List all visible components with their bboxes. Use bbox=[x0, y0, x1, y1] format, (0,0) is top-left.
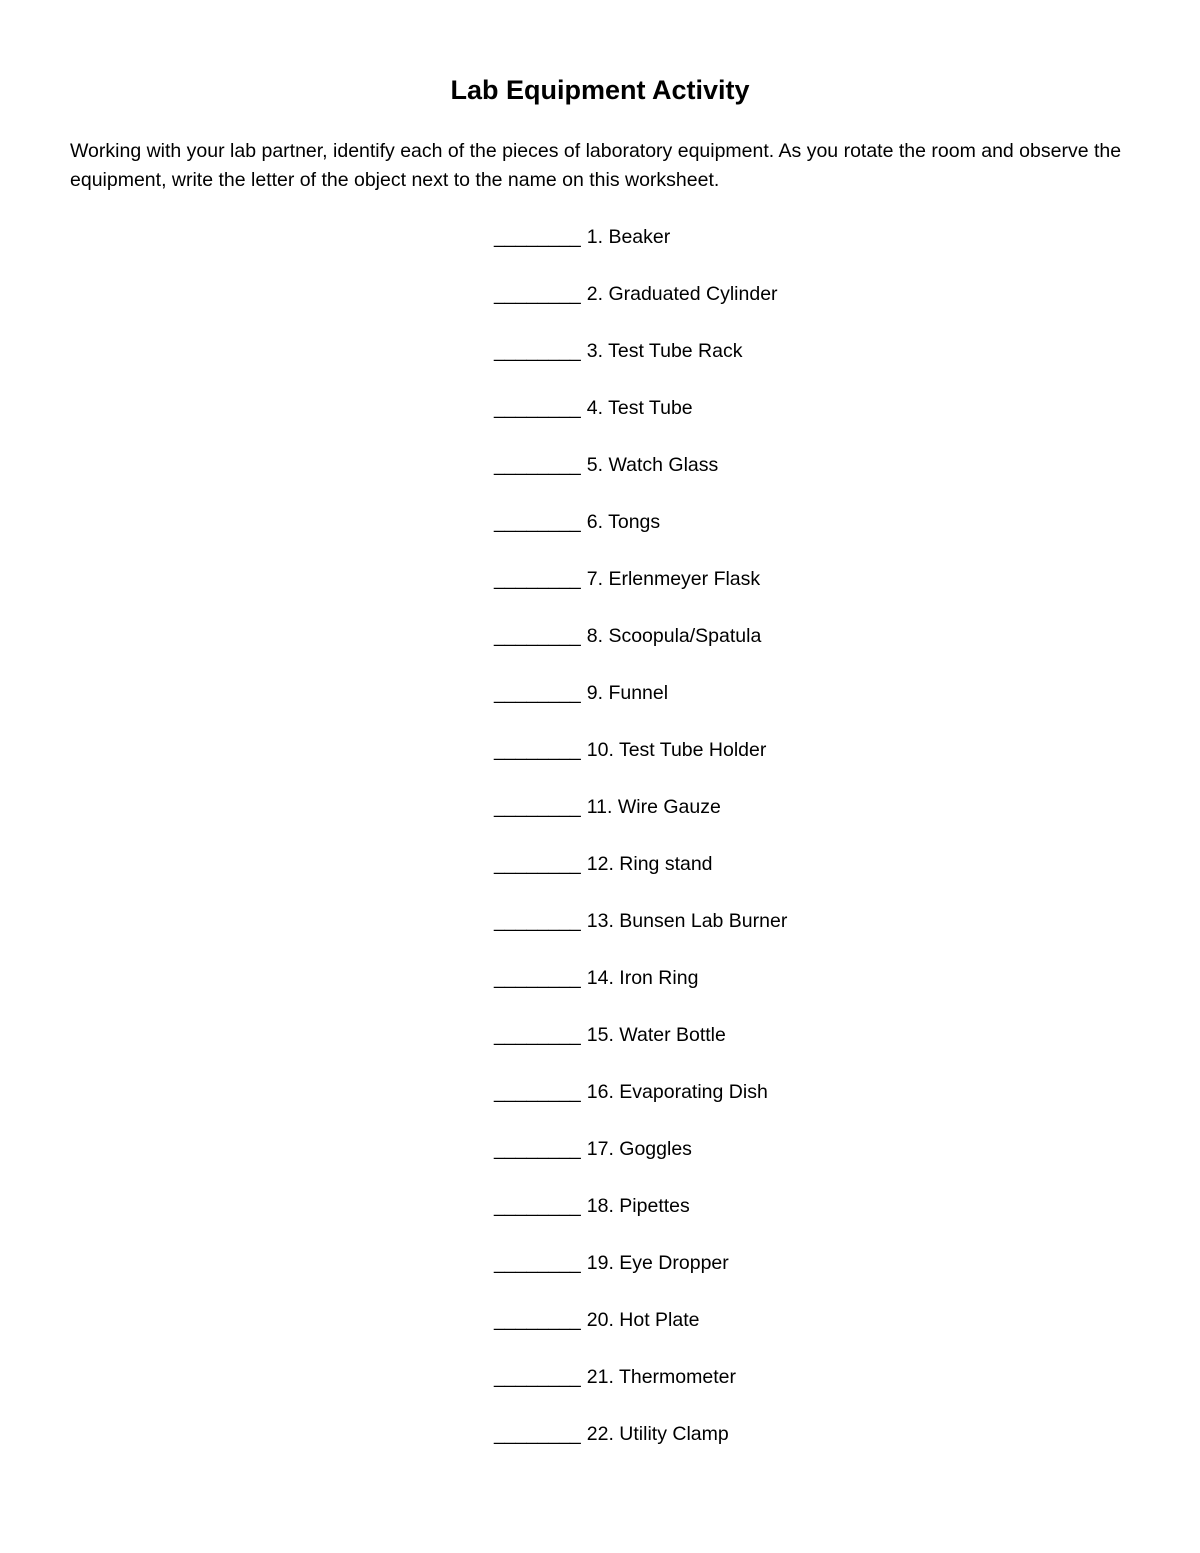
answer-blank: ________ bbox=[494, 682, 581, 704]
list-item bbox=[494, 963, 787, 1020]
list-item bbox=[494, 849, 787, 906]
list-item bbox=[494, 450, 787, 507]
answer-blank: ________ bbox=[494, 1081, 581, 1103]
equipment-label: 7. Erlenmeyer Flask bbox=[586, 568, 761, 590]
equipment-label: 21. Thermometer bbox=[586, 1366, 736, 1388]
equipment-label: 20. Hot Plate bbox=[586, 1309, 700, 1331]
equipment-label: 4. Test Tube bbox=[586, 397, 693, 419]
list-item bbox=[494, 1191, 787, 1248]
list-item bbox=[494, 564, 787, 621]
equipment-label: 13. Bunsen Lab Burner bbox=[586, 910, 788, 932]
answer-blank: ________ bbox=[494, 340, 581, 362]
equipment-label: 19. Eye Dropper bbox=[586, 1252, 729, 1274]
equipment-label: 10. Test Tube Holder bbox=[586, 739, 767, 761]
list-item bbox=[494, 279, 787, 336]
answer-blank: ________ bbox=[494, 283, 581, 305]
list-item bbox=[494, 735, 787, 792]
list-item bbox=[494, 678, 787, 735]
equipment-list bbox=[494, 222, 787, 1476]
answer-blank: ________ bbox=[494, 739, 581, 761]
list-item bbox=[494, 1419, 787, 1476]
answer-blank: ________ bbox=[494, 625, 581, 647]
equipment-label: 8. Scoopula/Spatula bbox=[586, 625, 762, 647]
list-item bbox=[494, 393, 787, 450]
equipment-label: 18. Pipettes bbox=[586, 1195, 690, 1217]
answer-blank: ________ bbox=[494, 910, 581, 932]
answer-blank: ________ bbox=[494, 1195, 581, 1217]
list-item bbox=[494, 792, 787, 849]
equipment-label: 6. Tongs bbox=[586, 511, 661, 533]
answer-blank: ________ bbox=[494, 1252, 581, 1274]
equipment-label: 22. Utility Clamp bbox=[586, 1423, 729, 1445]
list-item bbox=[494, 1248, 787, 1305]
list-item bbox=[494, 336, 787, 393]
answer-blank: ________ bbox=[494, 1309, 581, 1331]
answer-blank: ________ bbox=[494, 397, 581, 419]
list-item bbox=[494, 621, 787, 678]
equipment-label: 9. Funnel bbox=[586, 682, 669, 704]
answer-blank: ________ bbox=[494, 454, 581, 476]
answer-blank: ________ bbox=[494, 1366, 581, 1388]
answer-blank: ________ bbox=[494, 511, 581, 533]
answer-blank: ________ bbox=[494, 1024, 581, 1046]
equipment-label: 16. Evaporating Dish bbox=[586, 1081, 768, 1103]
equipment-label: 3. Test Tube Rack bbox=[586, 340, 743, 362]
list-item bbox=[494, 1077, 787, 1134]
equipment-label: 15. Water Bottle bbox=[586, 1024, 726, 1046]
list-item bbox=[494, 222, 787, 279]
list-item bbox=[494, 507, 787, 564]
answer-blank: ________ bbox=[494, 967, 581, 989]
list-item bbox=[494, 1305, 787, 1362]
answer-blank: ________ bbox=[494, 568, 581, 590]
equipment-label: 1. Beaker bbox=[586, 226, 671, 248]
list-item bbox=[494, 1134, 787, 1191]
answer-blank: ________ bbox=[494, 226, 581, 248]
equipment-label: 12. Ring stand bbox=[586, 853, 713, 875]
answer-blank: ________ bbox=[494, 1423, 581, 1445]
instructions-paragraph: Working with your lab partner, identify each of the pieces of laboratory equipment. As you rotate the room and observe the equipment, write the letter of the object next to the name on this worksheet. bbox=[70, 140, 1122, 191]
answer-blank: ________ bbox=[494, 796, 581, 818]
page-title: Lab Equipment Activity bbox=[450, 75, 750, 105]
equipment-label: 5. Watch Glass bbox=[586, 454, 719, 476]
list-item bbox=[494, 906, 787, 963]
answer-blank: ________ bbox=[494, 1138, 581, 1160]
equipment-label: 14. Iron Ring bbox=[586, 967, 699, 989]
equipment-label: 2. Graduated Cylinder bbox=[586, 283, 778, 305]
equipment-label: 11. Wire Gauze bbox=[586, 796, 721, 818]
equipment-label: 17. Goggles bbox=[586, 1138, 692, 1160]
list-item bbox=[494, 1020, 787, 1077]
list-item bbox=[494, 1362, 787, 1419]
answer-blank: ________ bbox=[494, 853, 581, 875]
